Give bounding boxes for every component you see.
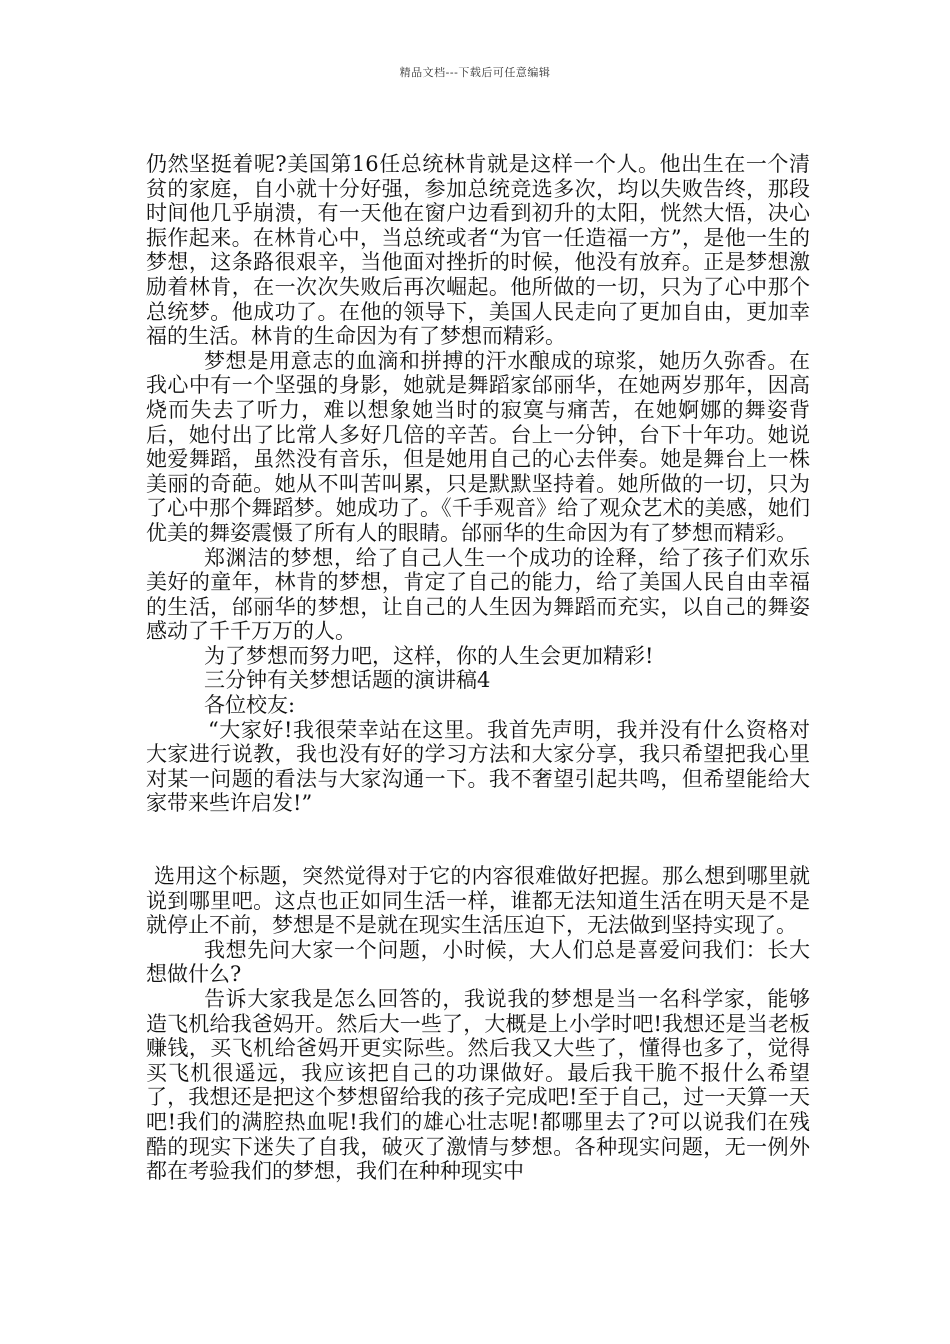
paragraph-lincoln: 仍然坚挺着呢?美国第16任总统林肯就是这样一个人。他出生在一个清贫的家庭，自小就十分好强，参加总统竞选多次，均以失败告终，那段时间他几乎崩溃，有一天他在窗户边看到初升的太阳，恍然大悟，决心振作起来。在林肯心中，当总统或者“为官一任造福一方”，是他一生的梦想，这条路很艰辛，当他面对挫折的时候，他没有放弃。正是梦想激励着林肯，在一次次失败后再次崛起。他所做的一切，只为了心中那个总统梦。他成功了。在他的领导下，美国人民走向了更加自由，更加幸福的生活。林肯的生命因为有了梦想而精彩。 bbox=[146, 152, 810, 349]
paragraph-title-choice: 选用这个标题，突然觉得对于它的内容很难做好把握。那么想到哪里就说到哪里吧。这点也正如同生活一样，谁都无法知道生活在明天是不是就停止不前，梦想是不是就在现实生活压迫下，无法做到坚持实现了。 bbox=[146, 864, 810, 938]
paragraph-answer: 告诉大家我是怎么回答的，我说我的梦想是当一名科学家，能够造飞机给我爸妈开。然后大一些了，大概是上小学时吧!我想还是当老板赚钱，买飞机给爸妈开更实际些。然后我又大些了，懂得也多了，觉得买飞机很遥远，我应该把自己的功课做好。最后我干脆不报什么希望了，我想还是把这个梦想留给我的孩子完成吧!至于自己，过一天算一天吧!我们的满腔热血呢!我们的雄心壮志呢!都哪里去了?可以说我们在残酷的现实下迷失了自我，破灭了激情与梦想。各种现实问题，无一例外都在考验我们的梦想，我们在种种现实中 bbox=[146, 987, 810, 1184]
paragraph-tai-lihua: 梦想是用意志的血滴和拼搏的汗水酿成的琼浆，她历久弥香。在我心中有一个坚强的身影，她就是舞蹈家邰丽华，在她两岁那年，因高烧而失去了听力，难以想象她当时的寂寞与痛苦，在她婀娜的舞姿背后，她付出了比常人多好几倍的辛苦。台上一分钟，台下十年功。她说她爱舞蹈，虽然没有音乐，但是她用自己的心去伴奏。她是舞台上一株美丽的奇葩。她从不叫苦叫累，只是默默坚持着。她所做的一切，只为了心中那个舞蹈梦。她成功了。《千手观音》给了观众艺术的美感，她们优美的舞姿震慑了所有人的眼睛。邰丽华的生命因为有了梦想而精彩。 bbox=[146, 348, 810, 545]
page-header: 精品文档---下载后可任意编辑 bbox=[399, 66, 551, 79]
section-title: 三分钟有关梦想话题的演讲稿4 bbox=[204, 668, 491, 693]
paragraph-closing: 为了梦想而努力吧，这样，你的人生会更加精彩! bbox=[204, 643, 654, 668]
paragraph-question: 我想先问大家一个问题，小时候，大人们总是喜爱问我们：长大想做什么? bbox=[146, 937, 810, 987]
paragraph-opening-quote: “大家好!我很荣幸站在这里。我首先声明，我并没有什么资格对大家进行说教，我也没有好的学习方法和大家分享，我只希望把我心里对某一问题的看法与大家沟通一下。我不奢望引起共鸣，但希望能给大家带来些许启发!” bbox=[146, 717, 810, 816]
document-body bbox=[146, 152, 810, 1184]
paragraph-gap bbox=[146, 816, 810, 864]
paragraph-summary: 郑渊洁的梦想，给了自己人生一个成功的诠释，给了孩子们欢乐美好的童年，林肯的梦想，肯定了自己的能力，给了美国人民自由幸福的生活，邰丽华的梦想，让自己的人生因为舞蹈而充实，以自己的舞姿感动了千千万万的人。 bbox=[146, 545, 810, 644]
greeting: 各位校友: bbox=[204, 693, 296, 718]
